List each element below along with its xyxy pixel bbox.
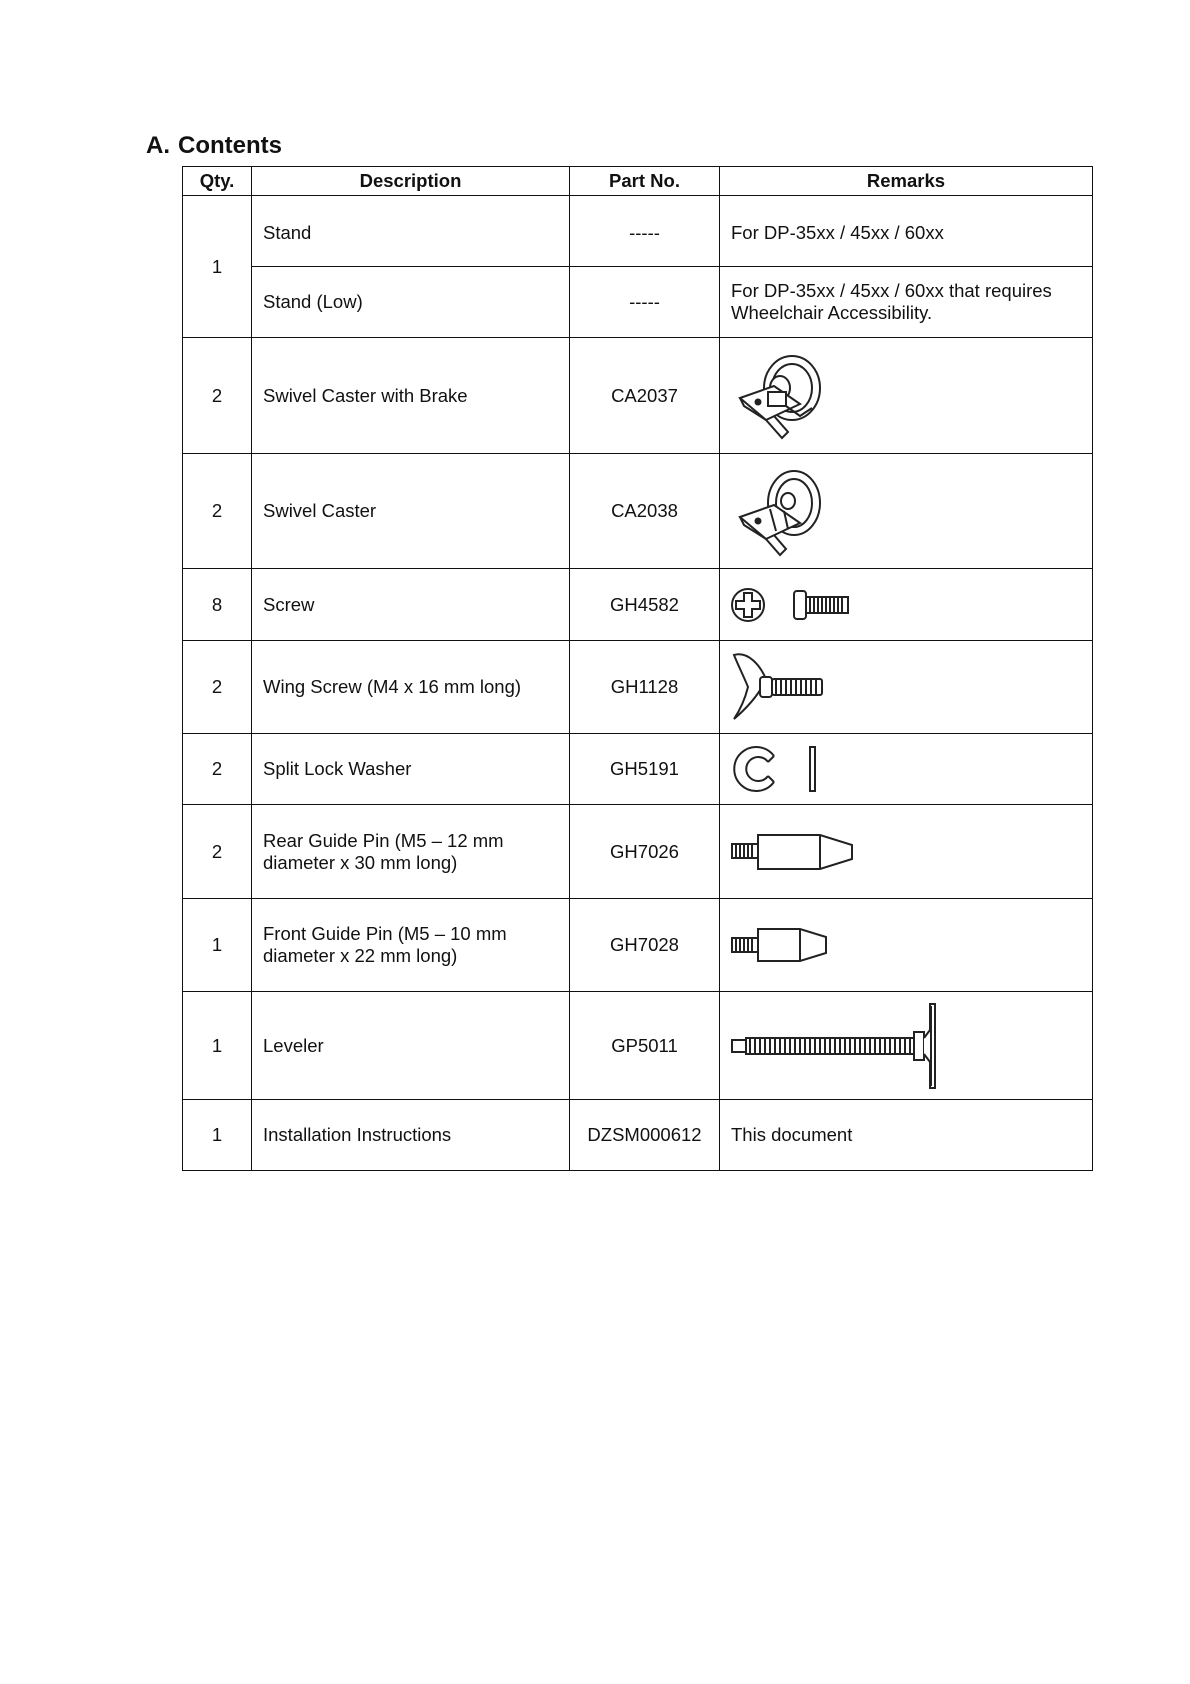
remarks-line: For DP-35xx / 45xx / 60xx that requires bbox=[731, 280, 1052, 301]
table-row bbox=[183, 1100, 1093, 1171]
qty-cell: 1 bbox=[183, 196, 252, 338]
part-no-cell: GH7028 bbox=[570, 899, 720, 992]
caster-brake-icon bbox=[730, 346, 830, 446]
description-line: Front Guide Pin (M5 – 10 mm bbox=[263, 923, 507, 944]
rear-guide-pin-icon bbox=[730, 827, 860, 877]
section-letter: A. bbox=[146, 132, 170, 159]
description-cell: Stand (Low) bbox=[252, 267, 570, 338]
remarks-cell: This document bbox=[720, 1100, 1093, 1171]
description-cell bbox=[252, 805, 570, 899]
description-line: Rear Guide Pin (M5 – 12 mm bbox=[263, 829, 504, 851]
part-no-cell: GH5191 bbox=[570, 734, 720, 805]
description-cell: Swivel Caster with Brake bbox=[252, 338, 570, 454]
qty-cell: 1 bbox=[183, 899, 252, 992]
qty-cell: 1 bbox=[183, 1100, 252, 1171]
table-row bbox=[183, 805, 1093, 899]
description-line: diameter x 22 mm long) bbox=[263, 945, 458, 966]
remarks-cell: For DP-35xx / 45xx / 60xx bbox=[720, 196, 1093, 267]
caster-icon bbox=[730, 461, 830, 561]
description-cell: Leveler bbox=[252, 992, 570, 1100]
remarks-cell bbox=[720, 805, 1093, 899]
header-qty: Qty. bbox=[183, 167, 252, 196]
part-no-cell: GP5011 bbox=[570, 992, 720, 1100]
part-no-cell: CA2037 bbox=[570, 338, 720, 454]
header-description: Description bbox=[252, 167, 570, 196]
qty-cell: 8 bbox=[183, 569, 252, 641]
part-no-cell: GH1128 bbox=[570, 641, 720, 734]
table-row bbox=[183, 569, 1093, 641]
qty-cell: 2 bbox=[183, 641, 252, 734]
qty-cell: 2 bbox=[183, 454, 252, 569]
description-cell: Wing Screw (M4 x 16 mm long) bbox=[252, 641, 570, 734]
description-cell bbox=[252, 899, 570, 992]
table-row bbox=[183, 454, 1093, 569]
screw-icon bbox=[730, 585, 860, 625]
washer-icon bbox=[730, 744, 830, 794]
description-cell: Split Lock Washer bbox=[252, 734, 570, 805]
table-row bbox=[183, 267, 1093, 338]
part-no-cell: GH4582 bbox=[570, 569, 720, 641]
contents-table bbox=[182, 166, 1093, 1171]
remarks-cell bbox=[720, 734, 1093, 805]
description-cell: Stand bbox=[252, 196, 570, 267]
header-part-no: Part No. bbox=[570, 167, 720, 196]
table-row bbox=[183, 338, 1093, 454]
table-row bbox=[183, 196, 1093, 267]
wing-screw-icon bbox=[730, 649, 830, 725]
table-header-row bbox=[183, 167, 1093, 196]
qty-cell: 1 bbox=[183, 992, 252, 1100]
table-row bbox=[183, 899, 1093, 992]
part-no-cell: DZSM000612 bbox=[570, 1100, 720, 1171]
description-cell: Installation Instructions bbox=[252, 1100, 570, 1171]
description-line: diameter x 30 mm long) bbox=[263, 851, 458, 873]
table-row bbox=[183, 641, 1093, 734]
header-remarks: Remarks bbox=[720, 167, 1093, 196]
part-no-cell: ----- bbox=[570, 196, 720, 267]
remarks-line: Wheelchair Accessibility. bbox=[731, 302, 933, 323]
section-title bbox=[146, 132, 282, 160]
table-row bbox=[183, 734, 1093, 805]
leveler-icon bbox=[730, 1000, 950, 1092]
remarks-cell bbox=[720, 267, 1093, 338]
table-row bbox=[183, 992, 1093, 1100]
qty-cell: 2 bbox=[183, 805, 252, 899]
remarks-cell bbox=[720, 641, 1093, 734]
part-no-cell: CA2038 bbox=[570, 454, 720, 569]
remarks-cell bbox=[720, 338, 1093, 454]
qty-cell: 2 bbox=[183, 338, 252, 454]
remarks-cell bbox=[720, 569, 1093, 641]
description-cell: Swivel Caster bbox=[252, 454, 570, 569]
front-guide-pin-icon bbox=[730, 920, 840, 970]
qty-cell: 2 bbox=[183, 734, 252, 805]
remarks-cell bbox=[720, 992, 1093, 1100]
remarks-cell bbox=[720, 454, 1093, 569]
part-no-cell: GH7026 bbox=[570, 805, 720, 899]
description-cell: Screw bbox=[252, 569, 570, 641]
section-title-text: Contents bbox=[178, 132, 282, 159]
part-no-cell: ----- bbox=[570, 267, 720, 338]
remarks-cell bbox=[720, 899, 1093, 992]
